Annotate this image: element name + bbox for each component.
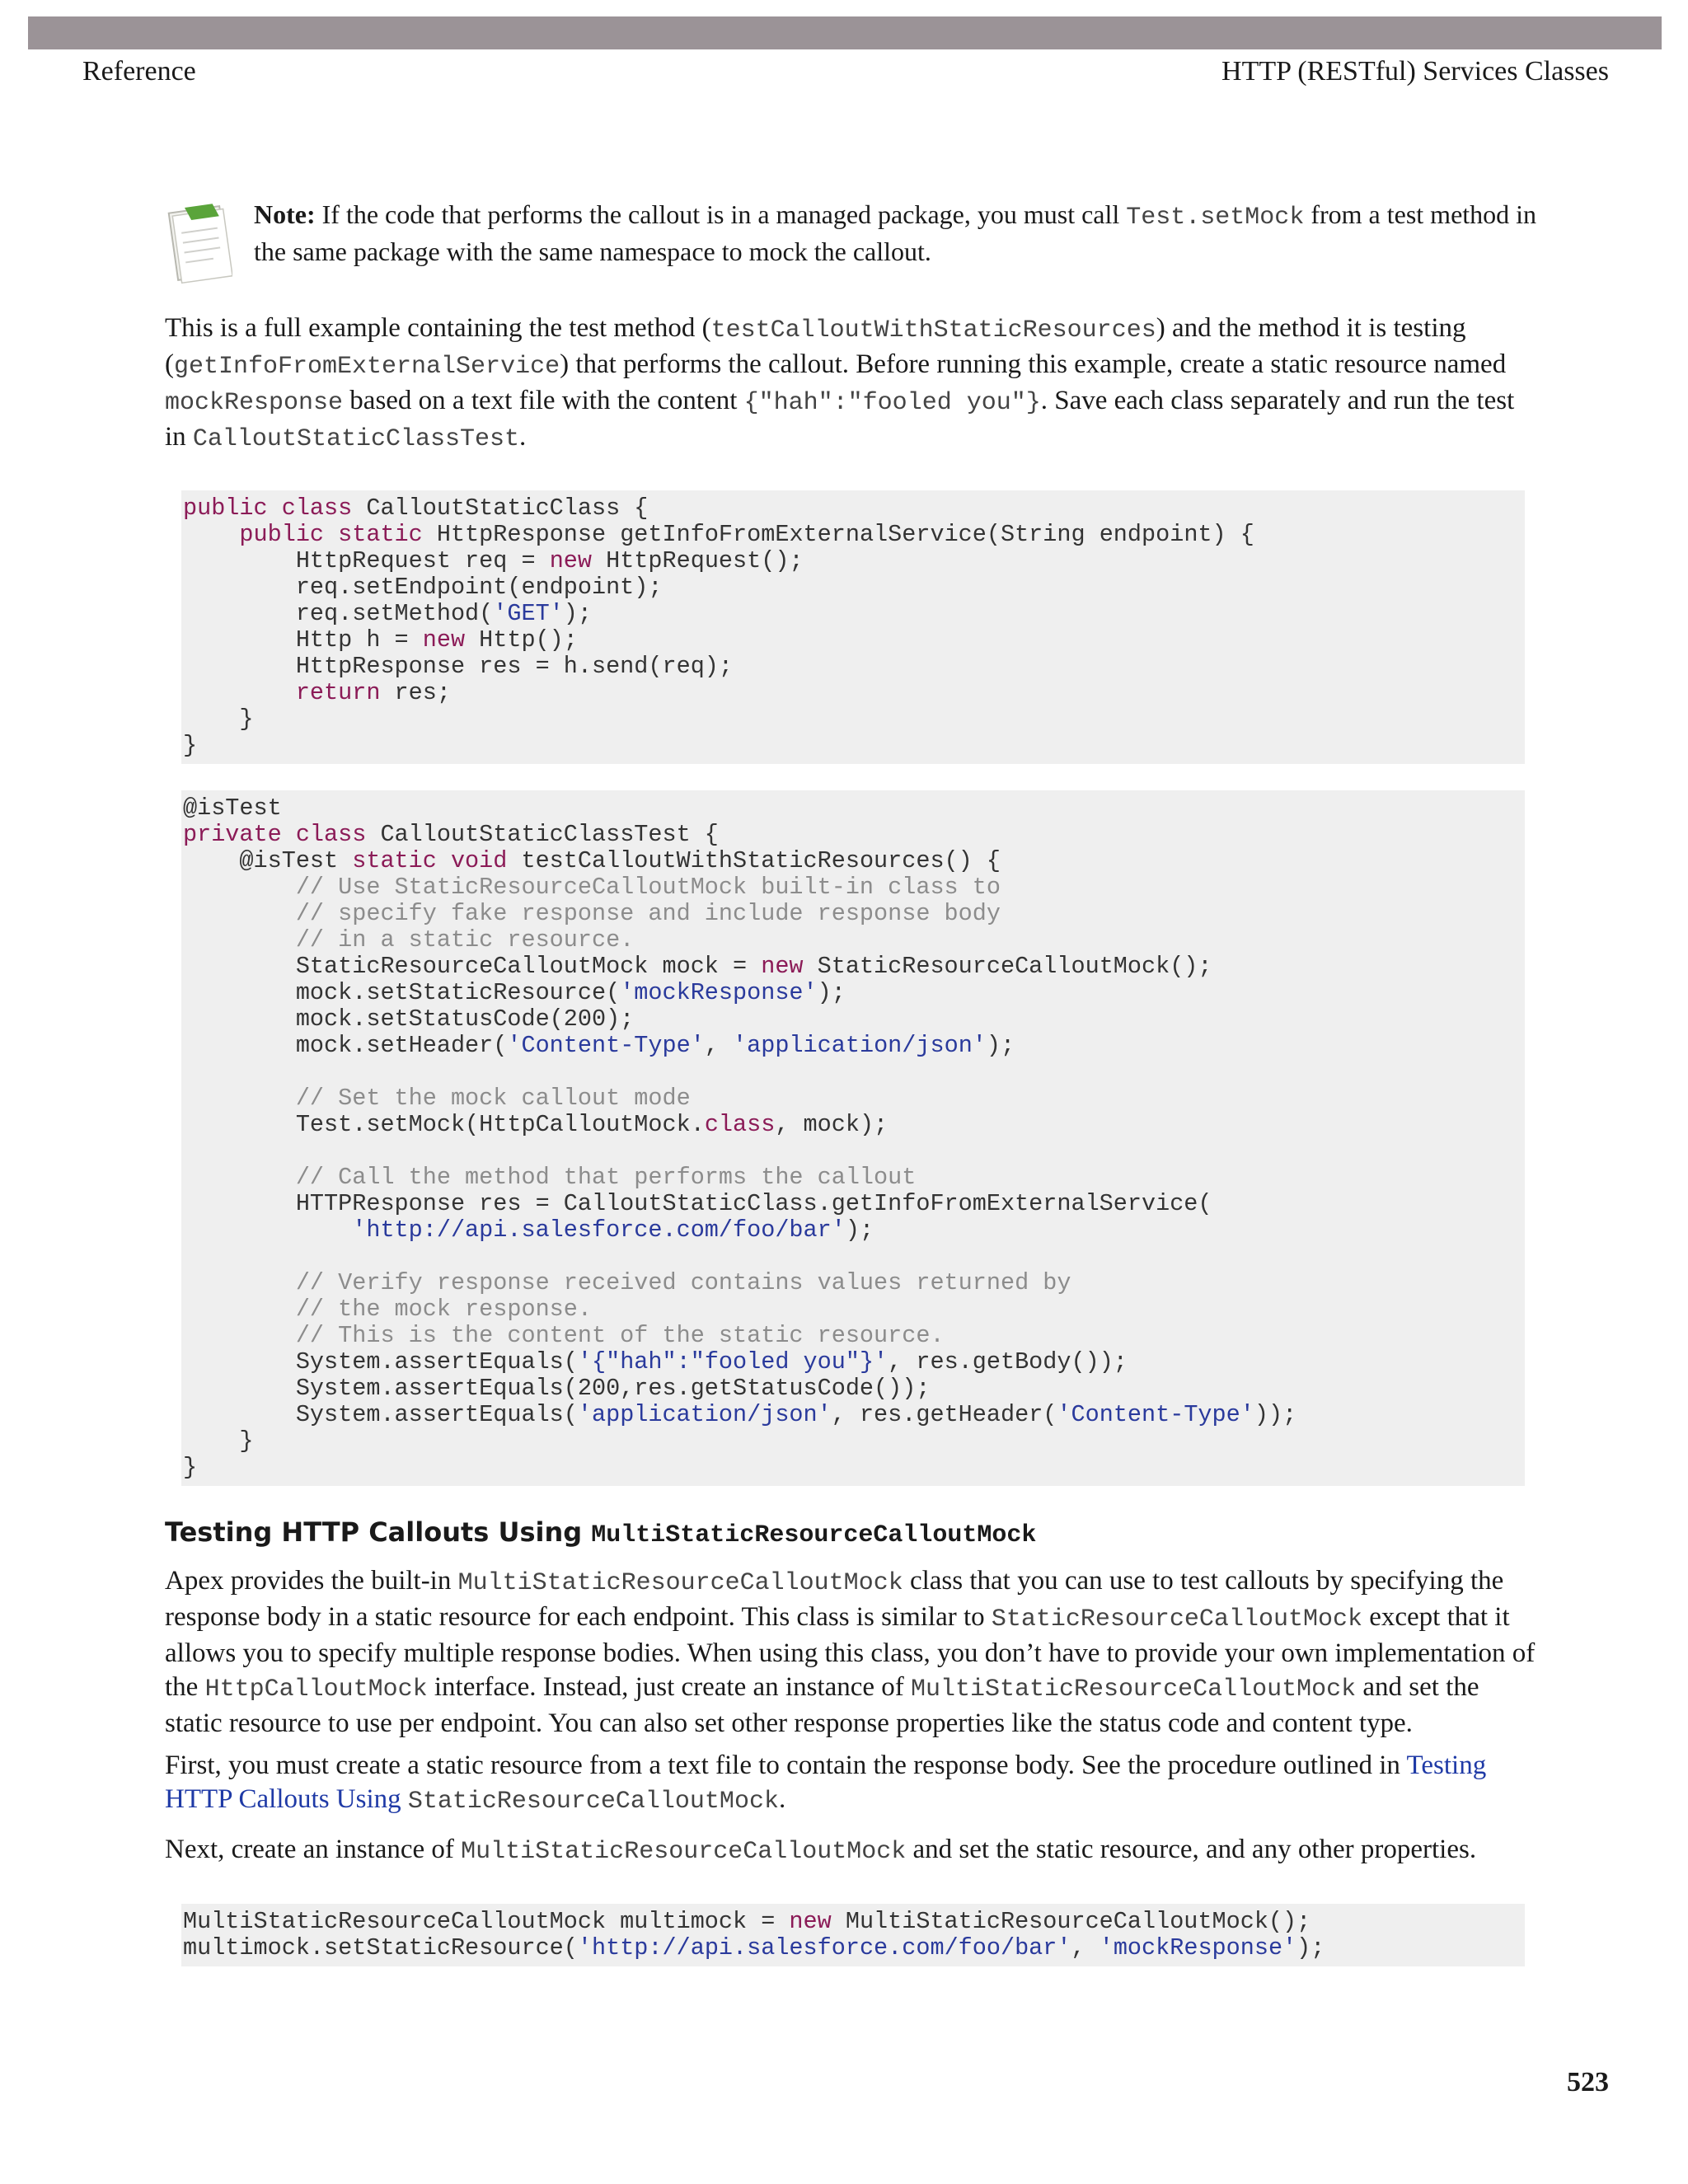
- note-text-part: If the code that performs the callout is in a managed package, you must call: [321, 199, 1127, 229]
- code-line: [181, 822, 1525, 848]
- code-line: [181, 733, 1525, 759]
- text: First, you must create a static resource from a text file to contain the response body. See the procedure outlined in: [165, 1750, 1407, 1780]
- code-line: [181, 706, 1525, 733]
- code-token: new: [761, 953, 804, 980]
- code-line: [181, 874, 1525, 901]
- inline-code: MultiStaticResourceCalloutMock: [461, 1838, 907, 1866]
- code-token: System.assertEquals(: [183, 1401, 578, 1428]
- link-text[interactable]: Testing HTTP Callouts Using: [165, 1750, 1487, 1814]
- code-line: [181, 1191, 1525, 1217]
- code-token: // This is the content of the static resource.: [183, 1322, 945, 1349]
- text: interface. Instead, just create an instance of: [427, 1672, 912, 1702]
- text: class that you can use to test callouts by specifying the response body in a static resource for each endpoint. This class is similar to: [165, 1566, 1504, 1632]
- code-token: 'mockResponse': [620, 979, 818, 1006]
- code-token: HTTPResponse res = CalloutStaticClass.getInfoFromExternalService(: [183, 1190, 1212, 1217]
- code-token: multimock.setStaticResource(: [183, 1934, 578, 1961]
- inline-code: MultiStaticResourceCalloutMock: [911, 1675, 1357, 1704]
- code-line: [181, 848, 1525, 874]
- code-line: [181, 1270, 1525, 1296]
- code-line: [181, 1112, 1525, 1138]
- code-token: new: [422, 626, 466, 654]
- code-token: @isTest: [183, 794, 282, 822]
- code-token: MultiStaticResourceCalloutMock();: [831, 1908, 1311, 1935]
- code-token: System.assertEquals(200,res.getStatusCode());: [183, 1375, 931, 1402]
- text: and set the static resource to use per endpoint. You can also set other response properties like the status code and content type.: [165, 1672, 1479, 1738]
- code-token: ));: [1254, 1401, 1297, 1428]
- code-token: 'http://api.salesforce.com/foo/bar': [577, 1934, 1071, 1961]
- text: . Save each class separately and run the test in: [165, 386, 1515, 452]
- code-line: [181, 1935, 1525, 1961]
- code-token: req.setEndpoint(endpoint);: [183, 574, 663, 601]
- inline-code: MultiStaticResourceCalloutMock: [457, 1569, 903, 1597]
- text: ) that performs the callout. Before running this example, create a static resource named: [560, 349, 1507, 379]
- code-token: );: [563, 600, 592, 627]
- code-line: [181, 1006, 1525, 1033]
- inline-code: testCalloutWithStaticResources: [710, 316, 1156, 344]
- code-token: 'http://api.salesforce.com/foo/bar': [183, 1216, 846, 1244]
- code-token: req.setMethod(: [183, 600, 494, 627]
- code-line: [181, 1165, 1525, 1191]
- code-token: , res.getHeader(: [831, 1401, 1057, 1428]
- code-line: [181, 1138, 1525, 1165]
- code-token: res;: [380, 679, 451, 706]
- text: .: [519, 422, 527, 452]
- code-token: // Use StaticResourceCalloutMock built-in class to: [183, 874, 1001, 901]
- paragraph-multistatic: [165, 1564, 1541, 1741]
- code-line: [181, 1059, 1525, 1085]
- code-token: );: [986, 1032, 1015, 1059]
- paragraph-next-step: [165, 1833, 1541, 1869]
- header-bar: [28, 16, 1662, 49]
- code-line: [181, 548, 1525, 574]
- code-token: // in a static resource.: [183, 926, 635, 954]
- code-token: MultiStaticResourceCalloutMock multimock =: [183, 1908, 790, 1935]
- code-token: HttpRequest();: [592, 547, 804, 574]
- code-token: new: [789, 1908, 832, 1935]
- link-code[interactable]: StaticResourceCalloutMock: [407, 1788, 779, 1816]
- code-token: }: [183, 732, 198, 759]
- code-line: [181, 927, 1525, 954]
- code-token: StaticResourceCalloutMock mock =: [183, 953, 762, 980]
- code-token: HttpRequest req =: [183, 547, 550, 574]
- code-token: 'mockResponse': [1099, 1934, 1297, 1961]
- code-token: testCalloutWithStaticResources() {: [507, 847, 1001, 874]
- code-token: mock.setHeader(: [183, 1032, 508, 1059]
- code-token: 'Content-Type': [507, 1032, 705, 1059]
- header-chapter-title: HTTP (RESTful) Services Classes: [1221, 56, 1609, 87]
- code-token: Http();: [465, 626, 578, 654]
- code-token: , res.getBody());: [888, 1348, 1128, 1376]
- code-line: [181, 495, 1525, 522]
- code-line: [181, 980, 1525, 1006]
- note-label: Note:: [254, 199, 316, 229]
- text: and set the static resource, and any other properties.: [906, 1835, 1477, 1864]
- code-line: [181, 654, 1525, 680]
- code-line: [181, 1376, 1525, 1402]
- code-line: [181, 954, 1525, 980]
- code-line: [181, 1909, 1525, 1935]
- code-token: public static: [239, 521, 423, 548]
- code-token: ,: [704, 1032, 734, 1059]
- code-token: 'Content-Type': [1057, 1401, 1254, 1428]
- code-token: @isTest: [183, 847, 353, 874]
- code-line: [181, 1296, 1525, 1323]
- code-token: );: [817, 979, 846, 1006]
- code-token: ,: [1071, 1934, 1100, 1961]
- text: .: [778, 1784, 786, 1814]
- code-line: [181, 1217, 1525, 1244]
- text: ) and the method it is testing (: [165, 313, 1466, 379]
- code-line: [181, 1033, 1525, 1059]
- text: except that it allows you to specify multiple response bodies. When using this class, you don’t have to provide your own implementation of the: [165, 1602, 1536, 1702]
- code-token: // Set the mock callout mode: [183, 1085, 691, 1112]
- code-token: new: [549, 547, 592, 574]
- code-line: [181, 1402, 1525, 1428]
- section-heading: [165, 1516, 1036, 1549]
- code-token: }: [183, 1427, 254, 1455]
- inline-code: CalloutStaticClassTest: [192, 425, 519, 453]
- code-token: 'application/json': [577, 1401, 832, 1428]
- code-token: [183, 521, 239, 548]
- code-block-multimock: [181, 1904, 1525, 1966]
- text: Apex provides the built-in: [165, 1566, 458, 1596]
- code-line: [181, 1323, 1525, 1349]
- code-token: );: [1296, 1934, 1325, 1961]
- code-token: CalloutStaticClassTest {: [366, 821, 719, 848]
- code-token: class: [704, 1111, 776, 1138]
- note-text: [254, 198, 1556, 269]
- code-token: System.assertEquals(: [183, 1348, 578, 1376]
- code-line: [181, 522, 1525, 548]
- inline-code: StaticResourceCalloutMock: [991, 1605, 1362, 1633]
- code-token: mock.setStatusCode(200);: [183, 1005, 635, 1033]
- code-token: // specify fake response and include response body: [183, 900, 1001, 927]
- text: This is a full example containing the test method (: [165, 313, 711, 343]
- code-token: mock.setStaticResource(: [183, 979, 621, 1006]
- paragraph-first-step: [165, 1749, 1541, 1819]
- code-line: [181, 601, 1525, 627]
- page-number: 523: [1567, 2067, 1609, 2097]
- code-token: '{"hah":"fooled you"}': [577, 1348, 889, 1376]
- code-token: }: [183, 705, 254, 733]
- code-token: CalloutStaticClass {: [352, 494, 649, 522]
- code-line: [181, 901, 1525, 927]
- inline-code: HttpCalloutMock: [204, 1675, 428, 1704]
- note-icon: [165, 198, 232, 287]
- code-token: 'GET': [493, 600, 564, 627]
- code-token: StaticResourceCalloutMock();: [803, 953, 1212, 980]
- code-line: [181, 1244, 1525, 1270]
- code-token: , mock);: [775, 1111, 889, 1138]
- code-line: [181, 1085, 1525, 1112]
- note-text-part: from a test method in the same package with the same namespace to mock the callout.: [254, 199, 1537, 266]
- code-token: // Call the method that performs the callout: [183, 1164, 917, 1191]
- code-block-callout-test: [181, 790, 1525, 1486]
- intro-paragraph: [165, 312, 1541, 457]
- code-token: 'application/json': [733, 1032, 987, 1059]
- code-token: HttpResponse res = h.send(req);: [183, 653, 734, 680]
- code-token: private class: [183, 821, 367, 848]
- code-token: );: [845, 1216, 874, 1244]
- code-line: [181, 795, 1525, 822]
- code-line: [181, 627, 1525, 654]
- code-line: [181, 574, 1525, 601]
- code-token: public class: [183, 494, 353, 522]
- code-line: [181, 1455, 1525, 1481]
- code-token: static void: [352, 847, 508, 874]
- code-token: }: [183, 1454, 198, 1481]
- code-token: [183, 679, 296, 706]
- code-token: // Verify response received contains values returned by: [183, 1269, 1071, 1296]
- code-line: [181, 1428, 1525, 1455]
- code-token: return: [295, 679, 381, 706]
- code-token: Http h =: [183, 626, 423, 654]
- text: based on a text file with the content: [343, 386, 744, 415]
- text: Next, create an instance of: [165, 1835, 462, 1864]
- header-section-title: Reference: [82, 56, 196, 87]
- code-token: // the mock response.: [183, 1296, 592, 1323]
- code-block-callout-class: [181, 490, 1525, 764]
- code-token: HttpResponse getInfoFromExternalService(String endpoint) {: [422, 521, 1254, 548]
- inline-code: {"hah":"fooled you"}: [743, 389, 1041, 417]
- heading-text: Testing HTTP Callouts Using: [165, 1516, 592, 1548]
- code-line: [181, 1349, 1525, 1376]
- inline-code: Test.setMock: [1126, 204, 1305, 232]
- heading-code: MultiStaticResourceCalloutMock: [591, 1521, 1037, 1549]
- inline-code: getInfoFromExternalService: [174, 353, 560, 381]
- code-token: Test.setMock(HttpCalloutMock.: [183, 1111, 705, 1138]
- inline-code: mockResponse: [165, 389, 344, 417]
- code-line: [181, 680, 1525, 706]
